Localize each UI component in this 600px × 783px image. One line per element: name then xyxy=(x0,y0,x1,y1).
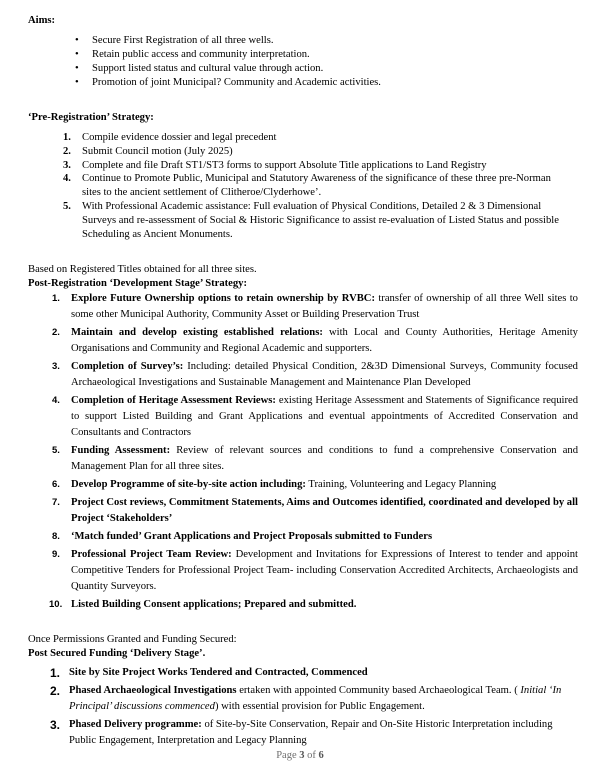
item-number: 8. xyxy=(52,531,60,542)
item-number: 2. xyxy=(50,684,61,698)
list-item xyxy=(0,393,600,441)
item-number: 7. xyxy=(52,497,60,508)
item-text: ertaken with appointed Community based Archaeological Team. ( xyxy=(236,685,521,696)
item-title: Project Cost reviews, Commitment Statements, Aims and Outcomes identified, coordinated and developed by all Project ‘Stakeholders’ xyxy=(71,497,578,524)
aims-heading: Aims: xyxy=(28,15,56,26)
list-item: • Promotion of joint Municipal? Community and Academic activities. xyxy=(92,76,588,90)
item-number: 3. xyxy=(50,718,61,732)
item-text-tail: ) with essential provision for Public Engagement. xyxy=(214,701,425,712)
list-item xyxy=(0,172,560,200)
item-title: Phased Delivery programme: xyxy=(69,719,202,730)
item-text: Including: detailed Physical Condition, 2&3D Dimensional Surveys, Community focused Archaeological Investigations and Sustainable Management and Maintenance Plan Developed xyxy=(71,361,578,388)
page-of-label: of xyxy=(307,750,316,761)
item-text: of Site-by-Site Conservation, Repair and On-Site Historic Interpretation including Public Engagement, Interpretation and Legacy Planning xyxy=(69,719,553,746)
development-intro: Based on Registered Titles obtained for all three sites. xyxy=(28,264,257,275)
item-italic-note: Initial ‘In Principal’ discussions commenced xyxy=(69,685,562,712)
delivery-list xyxy=(0,665,600,751)
item-title: Phased Archaeological Investigations xyxy=(69,685,237,696)
development-section xyxy=(28,263,588,291)
list-item xyxy=(0,495,600,527)
page-number: 3 xyxy=(299,750,305,761)
page-total: 6 xyxy=(318,750,324,761)
pre-registration-heading: ‘Pre-Registration’ Strategy: xyxy=(28,112,154,123)
item-number: 5. xyxy=(63,200,71,212)
item-number: 1. xyxy=(50,666,61,680)
list-item xyxy=(0,200,560,241)
list-item xyxy=(0,683,600,715)
aims-section xyxy=(28,14,588,90)
list-item: • Secure First Registration of all three wells. xyxy=(92,34,588,48)
list-item xyxy=(0,529,600,545)
item-number: 9. xyxy=(52,549,60,560)
item-text: With Professional Academic assistance: Full evaluation of Physical Conditions, Detailed 2 & 3 Dimensional Surveys and re-assessment of Social & Historic Significance to assist re-evaluation of Listed Status and possible Scheduling as Ancient Monuments. xyxy=(82,200,559,240)
item-title: Site by Site Project Works Tendered and Contracted, Commenced xyxy=(69,667,368,678)
list-item xyxy=(0,597,600,613)
item-text: Submit Council motion (July 2025) xyxy=(82,145,233,157)
list-item xyxy=(0,325,600,357)
item-number: 3. xyxy=(63,159,71,171)
item-text: existing Heritage Assessment and Statements of Significance required to support Listed Building and Grant Applications and eventual appointments of Accredited Conservation and Consultants and Contractors xyxy=(71,395,578,438)
development-heading: Post-Registration ‘Development Stage’ Strategy: xyxy=(28,278,247,289)
list-item xyxy=(0,717,600,749)
item-text: Development and Invitations for Expressions of Interest to tender and appoint Competitive Tenders for Professional Project Team- including Conservation Accredited Architects, Archaeologists and Quantity Surveyors. xyxy=(71,549,578,592)
item-number: 2. xyxy=(52,327,60,338)
item-number: 5. xyxy=(52,445,60,456)
item-number: 3. xyxy=(52,361,60,372)
list-item xyxy=(0,159,560,173)
list-item xyxy=(0,131,560,145)
item-text: Review of relevant sources and conditions to fund a comprehensive Conservation and Management Plan for all three sites. xyxy=(71,445,578,472)
item-number: 2. xyxy=(63,145,71,157)
item-title: Professional Project Team Review: xyxy=(71,549,232,560)
delivery-heading: Post Secured Funding ‘Delivery Stage’. xyxy=(28,648,206,659)
item-title: Develop Programme of site-by-site action including: xyxy=(71,479,306,490)
item-number: 1. xyxy=(52,293,60,304)
item-title: Funding Assessment: xyxy=(71,445,171,456)
delivery-section xyxy=(28,633,588,661)
list-item xyxy=(0,547,600,595)
pre-registration-list xyxy=(0,131,560,241)
item-text: Training, Volunteering and Legacy Planning xyxy=(305,479,497,490)
pre-registration-section xyxy=(28,111,580,125)
item-title: ‘Match funded’ Grant Applications and Project Proposals submitted to Funders xyxy=(71,531,433,542)
item-text: with Local and County Authorities, Heritage Amenity Organisations and Community and Regional Academic and supporters. xyxy=(71,327,578,354)
list-item xyxy=(0,145,560,159)
item-number: 10. xyxy=(49,599,63,610)
item-title: Completion of Heritage Assessment Reviews: xyxy=(71,395,276,406)
list-item xyxy=(0,477,600,493)
item-number: 6. xyxy=(52,479,60,490)
item-title: Explore Future Ownership options to retain ownership by RVBC: xyxy=(71,293,375,304)
list-item: • Support listed status and cultural value through action. xyxy=(92,62,588,76)
list-item: • Retain public access and community interpretation. xyxy=(92,48,588,62)
item-text: Compile evidence dossier and legal precedent xyxy=(82,132,277,143)
development-list xyxy=(0,291,600,615)
item-number: 1. xyxy=(63,132,71,143)
item-text: transfer of ownership of all three Well sites to some other Municipal Authority, Community Asset or Building Preservation Trust xyxy=(71,293,578,320)
item-title: Listed Building Consent applications; Prepared and submitted. xyxy=(71,599,357,610)
page-footer xyxy=(0,749,600,763)
list-item xyxy=(0,359,600,391)
item-text: Complete and file Draft ST1/ST3 forms to support Absolute Title applications to Land Registry xyxy=(82,159,487,171)
list-item xyxy=(0,665,600,681)
aims-list xyxy=(28,34,588,90)
list-item xyxy=(0,291,600,323)
item-title: Completion of Survey’s: xyxy=(71,361,184,372)
page-label: Page xyxy=(276,750,297,761)
delivery-intro: Once Permissions Granted and Funding Secured: xyxy=(28,634,237,645)
item-text: Continue to Promote Public, Municipal and Statutory Awareness of the significance of these three pre-Norman sites to the ancient settlement of Clitheroe/Clyderhowe’. xyxy=(82,173,551,199)
item-number: 4. xyxy=(63,173,71,185)
list-item xyxy=(0,443,600,475)
item-number: 4. xyxy=(52,395,60,406)
item-title: Maintain and develop existing established relations: xyxy=(71,327,323,338)
